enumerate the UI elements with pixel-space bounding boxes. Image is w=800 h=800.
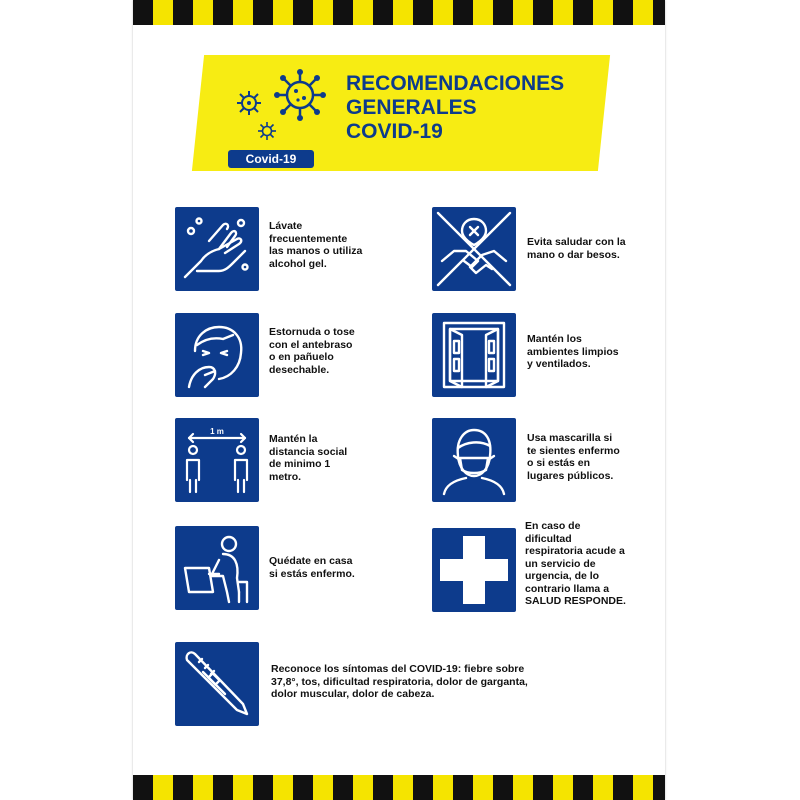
- medical-cross-icon: [436, 532, 512, 608]
- virus-icon-large: [273, 68, 327, 122]
- medical-cross-tile: [432, 528, 516, 612]
- stay-home-icon: [179, 530, 255, 606]
- virus-icon-tiny: [257, 121, 277, 141]
- mask-tile: [432, 418, 516, 502]
- distance-tile: [175, 418, 259, 502]
- virus-icon-small: [234, 88, 264, 118]
- no-handshake-tile: [432, 207, 516, 291]
- no-handshake-icon: [436, 211, 512, 287]
- window-tile: [432, 313, 516, 397]
- sneeze-tile: [175, 313, 259, 397]
- tip-text: Reconoce los síntomas del COVID-19: fiebre sobre 37,8°, tos, dificultad respiratoria, dolor de garganta, dolor muscular, dolor de cabeza.: [271, 663, 528, 700]
- tip-text: En caso de dificultad respiratoria acude a un servicio de urgencia, de lo contrario llama a SALUD RESPONDE.: [525, 520, 626, 607]
- thermometer-icon: [179, 646, 255, 722]
- handwash-icon: [179, 211, 255, 287]
- tip-text: Quédate en casa si estás enfermo.: [269, 555, 355, 580]
- handwash-tile: [175, 207, 259, 291]
- page-title: [346, 72, 606, 144]
- hazard-stripe-bottom: [133, 775, 665, 800]
- tip-text: Mantén la distancia social de minimo 1 metro.: [269, 433, 348, 483]
- stay-home-tile: [175, 526, 259, 610]
- poster: [133, 0, 665, 800]
- title-line: RECOMENDACIONES: [346, 72, 565, 95]
- hazard-stripe-top: [133, 0, 665, 25]
- title-line: GENERALES: [346, 96, 477, 119]
- tip-text: Evita saludar con la mano o dar besos.: [527, 236, 626, 261]
- title-line: COVID-19: [346, 120, 443, 143]
- distance-icon: [179, 422, 255, 498]
- tip-text: Estornuda o tose con el antebraso o en pañuelo desechable.: [269, 326, 355, 376]
- covid-tag: Covid-19: [228, 150, 314, 168]
- mask-icon: [436, 422, 512, 498]
- tip-text: Mantén los ambientes limpios y ventilados.: [527, 333, 619, 370]
- tip-text: Lávate frecuentemente las manos o utiliza alcohol gel.: [269, 220, 363, 270]
- distance-label: 1 m: [210, 427, 224, 436]
- window-icon: [436, 317, 512, 393]
- thermometer-tile: [175, 642, 259, 726]
- tip-text: Usa mascarilla si te sientes enfermo o si estás en lugares públicos.: [527, 432, 620, 482]
- sneeze-icon: [179, 317, 255, 393]
